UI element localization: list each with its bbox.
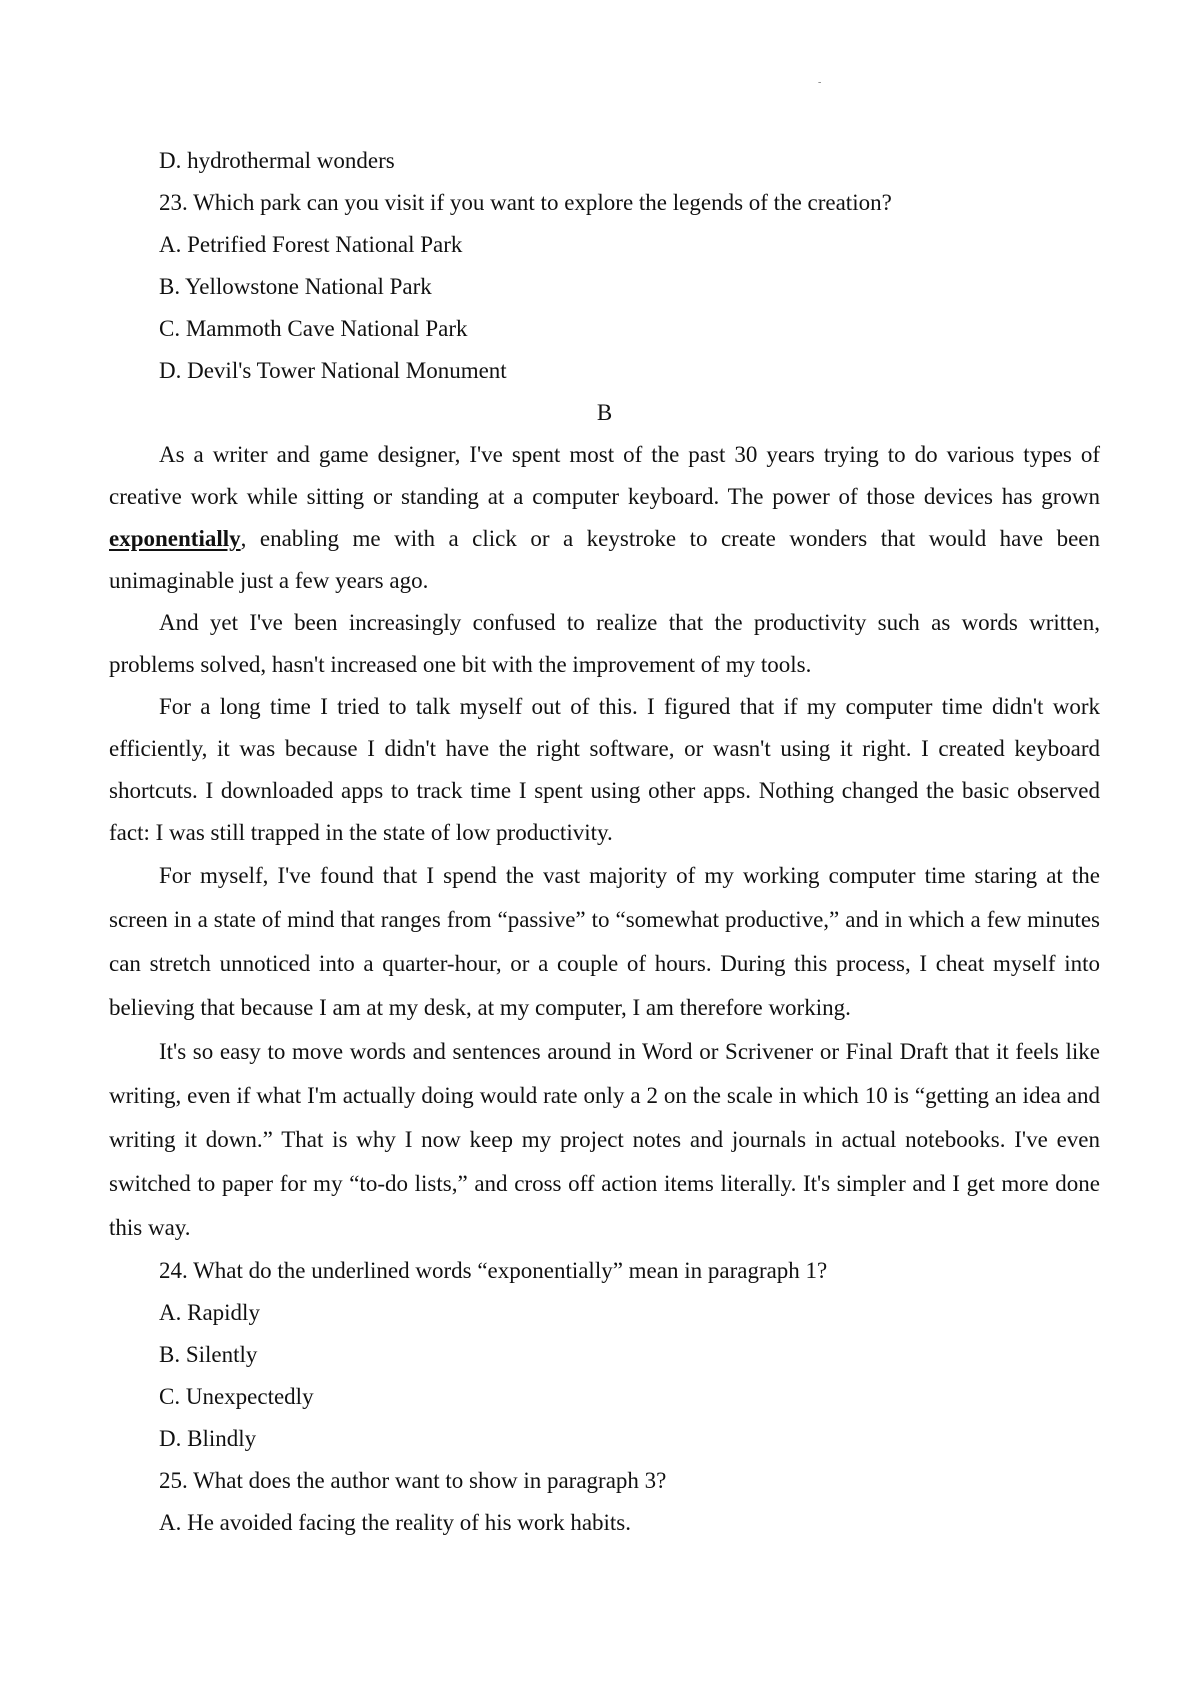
q22-option-d: D. hydrothermal wonders <box>159 148 395 173</box>
passage-paragraph-2: And yet I've been increasingly confused to realize that the productivity such as words written, problems solved, hasn't increased one bit with the improvement of my tools. <box>109 610 1100 677</box>
q24-option-d: D. Blindly <box>159 1426 257 1451</box>
q23-option-d: D. Devil's Tower National Monument <box>159 358 507 383</box>
q23-option-c: C. Mammoth Cave National Park <box>159 316 468 341</box>
passage-paragraph-5: It's so easy to move words and sentences around in Word or Scrivener or Final Draft that it feels like writing, even if what I'm actually doing would rate only a 2 on the scale in which 10 is “getting an idea and writing it down.” That is why I now keep my project notes and journals in actual notebooks. I've even switched to paper for my “to-do lists,” and cross off action items literally. It's simpler and I get more done this way. <box>109 1039 1100 1240</box>
p1-text-after: , enabling me with a click or a keystroke to create wonders that would have been unimaginable just a few years ago. <box>109 526 1100 593</box>
page-content <box>109 140 1100 1544</box>
q23-question: 23. Which park can you visit if you want to explore the legends of the creation? <box>159 190 892 215</box>
underlined-word: exponentially <box>109 526 241 551</box>
p1-text-before: As a writer and game designer, I've spent most of the past 30 years trying to do various types of creative work while sitting or standing at a computer keyboard. The power of those devices has grown <box>109 442 1100 509</box>
q23-option-b: B. Yellowstone National Park <box>159 274 432 299</box>
section-label: B <box>596 400 613 425</box>
q24-option-c: C. Unexpectedly <box>159 1384 314 1409</box>
q23-option-a: A. Petrified Forest National Park <box>159 232 463 257</box>
passage-paragraph-3: For a long time I tried to talk myself out of this. I figured that if my computer time didn't work efficiently, it was because I didn't have the right software, or wasn't using it right. I created keyboard shortcuts. I downloaded apps to track time I spent using other apps. Nothing changed the basic observed fact: I was still trapped in the state of low productivity. <box>109 694 1100 845</box>
q24-option-a: A. Rapidly <box>159 1300 260 1325</box>
q25-question: 25. What does the author want to show in paragraph 3? <box>159 1468 667 1493</box>
q25-option-a: A. He avoided facing the reality of his work habits. <box>159 1510 632 1535</box>
header-mark: - <box>818 77 822 88</box>
q24-option-b: B. Silently <box>159 1342 258 1367</box>
passage-paragraph-1 <box>109 434 1100 602</box>
q24-question: 24. What do the underlined words “exponentially” mean in paragraph 1? <box>159 1258 828 1283</box>
passage-paragraph-4: For myself, I've found that I spend the vast majority of my working computer time staring at the screen in a state of mind that ranges from “passive” to “somewhat productive,” and in which a few minutes can stretch unnoticed into a quarter-hour, or a couple of hours. During this process, I cheat myself into believing that because I am at my desk, at my computer, I am therefore working. <box>109 863 1100 1020</box>
